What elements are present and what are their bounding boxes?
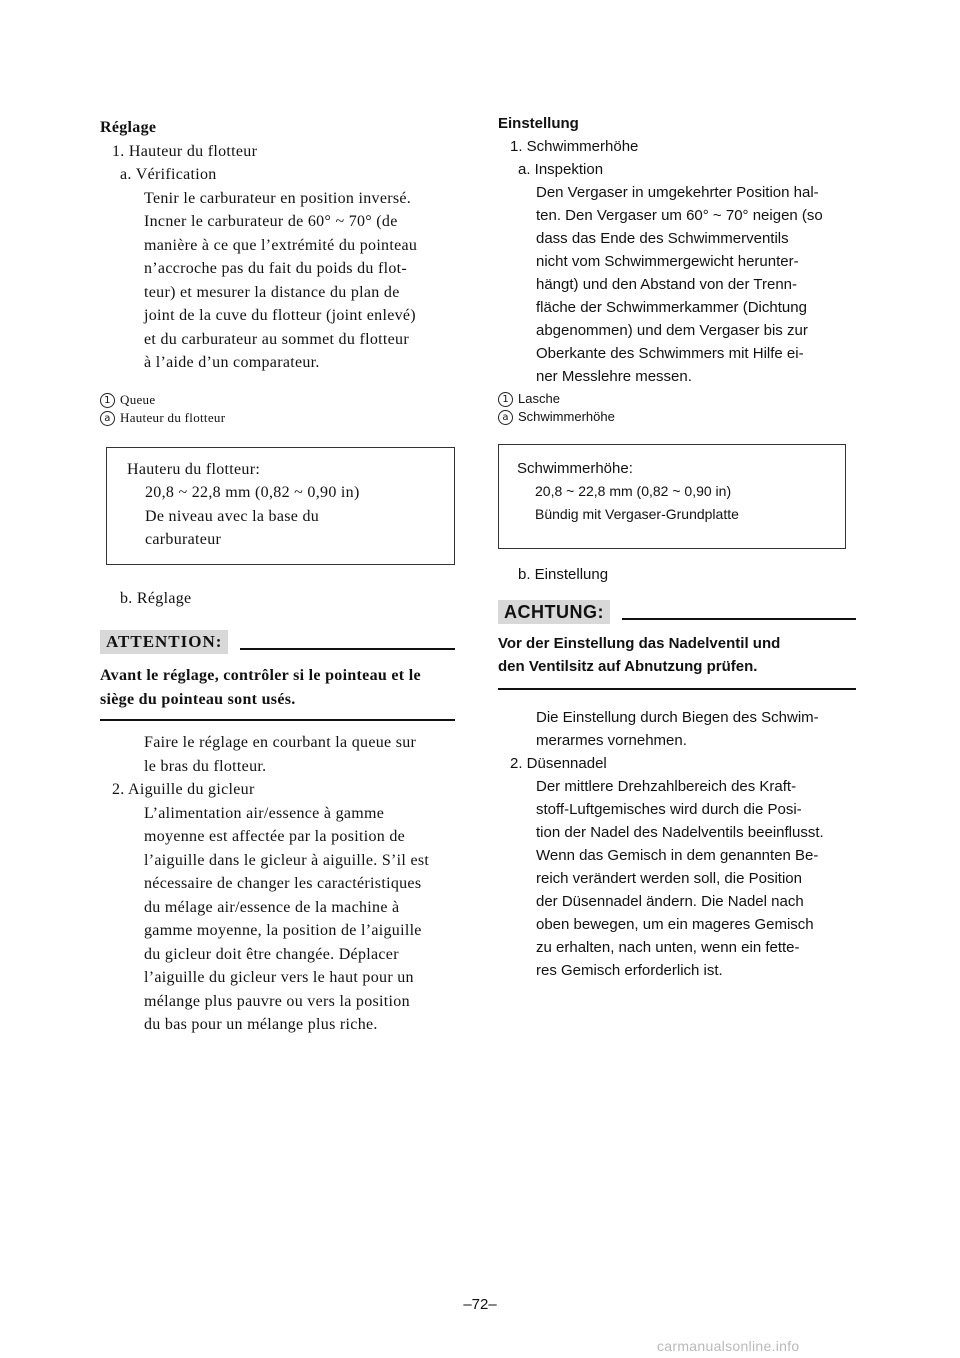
de-adjust-text [498,706,856,752]
fr-legend-item: 1 Queue [100,391,455,409]
de-legend-item: a Schwimmerhöhe [498,408,856,426]
de-figure-legend [498,390,856,426]
fr-step-1-heading: 1. Hauteur du flotteur [112,142,258,160]
fr-inspection-line: teur) et mesurer la distance du plan de [144,283,400,301]
de-legend-item: 1 Lasche [498,390,856,408]
de-inspection-text [498,181,856,388]
fr-inspection-line: manière à ce que l’extrémité du pointeau [144,236,418,254]
de-attention-label: ACHTUNG: [498,600,610,624]
de-inspection-line: Oberkante des Schwimmers mit Hilfe ei- [536,345,804,362]
de-adjust-line: merarmes vornehmen. [536,732,687,749]
de-step-2-heading: 2. Düsennadel [510,755,607,772]
fr-attention-end-rule [100,719,455,721]
fr-step-2-line: moyenne est affectée par la position de [144,828,406,845]
french-column [100,112,455,1037]
fr-substep-b-heading: b. Réglage [120,589,192,607]
de-inspection-line: ner Messlehre messen. [536,368,692,385]
de-step-2-line: stoff-Luftgemisches wird durch die Posi- [536,801,802,818]
de-step-2-line: res Gemisch erforderlich ist. [536,962,723,979]
de-step-2-line: der Düsennadel ändern. Die Nadel nach [536,893,804,910]
fr-spec-title: Hauteru du flotteur: [127,460,261,478]
fr-step-2-line: L’alimentation air/essence à gamme [144,804,385,822]
fr-spec-line: De niveau avec la base du [145,507,320,525]
fr-spec-box [106,447,455,565]
fr-inspection-text [100,187,455,375]
de-section-title: Einstellung [498,115,579,132]
de-inspection-line: fläche der Schwimmerkammer (Dichtung [536,299,807,316]
fr-inspection-line: et du carburateur au sommet du flotteur [144,330,409,348]
de-spec-line: 20,8 ~ 22,8 mm (0,82 ~ 0,90 in) [535,483,732,499]
fr-step-2-text [100,802,455,1037]
fr-inspection-line: n’accroche pas du fait du poids du flot- [144,260,408,277]
fr-adjust-line: le bras du flotteur. [144,757,267,775]
de-attention-header [498,600,856,624]
page-number: –72– [463,1296,497,1313]
fr-section-title: Réglage [100,119,157,136]
de-spec-box [498,444,846,549]
fr-attention-rule [240,648,455,650]
fr-attention-header [100,630,455,654]
fr-step-2-line: gamme moyenne, la position de l’aiguille [144,922,422,939]
fr-step-2-line: l’aiguille du gicleur vers le haut pour un [144,969,414,986]
fr-adjust-line: Faire le réglage en courbant la queue sur [144,734,417,751]
fr-step-2-line: l’aiguille dans le gicleur à aiguille. S’il est [144,851,430,869]
fr-step-2-line: du gicleur doit être changée. Déplacer [144,945,399,963]
de-substep-b-heading: b. Einstellung [518,566,609,583]
fr-inspection-line: Incner le carburateur de 60° ~ 70° (de [144,213,398,230]
german-column [498,112,856,982]
de-attention-text [498,632,856,678]
fr-spec-line: 20,8 ~ 22,8 mm (0,82 ~ 0,90 in) [145,484,360,501]
de-legend-number: 1 [498,392,513,407]
fr-attention-text [100,664,455,711]
fr-step-2-line: mélange plus pauvre ou vers la position [144,992,410,1010]
fr-step-2-line: nécessaire de changer les caractéristiques [144,875,422,892]
fr-step-2-line: du mélage air/essence de la machine à [144,898,400,916]
watermark: carmanualsonline.info [657,1338,800,1354]
de-legend-letter: a [498,410,513,425]
de-step-2-line: Der mittlere Drehzahlbereich des Kraft- [536,778,797,795]
fr-adjust-text [100,731,455,778]
de-step-2-line: Wenn das Gemisch in dem genannten Be- [536,847,819,864]
de-step-2-line: reich verändert werden soll, die Position [536,870,802,887]
de-attention-line: Vor der Einstellung das Nadelventil und [498,635,781,652]
de-step-2-line: oben bewegen, um ein mageres Gemisch [536,916,814,933]
de-attention-rule [622,618,856,620]
fr-inspection-line: Tenir le carburateur en position inversé. [144,189,412,207]
de-substep-a-heading: a. Inspektion [518,161,604,178]
de-inspection-line: ten. Den Vergaser um 60° ~ 70° neigen (so [536,207,823,224]
fr-attention-line: Avant le réglage, contrôler si le pointeau et le [100,667,421,684]
de-spec-line: Bündig mit Vergaser-Grundplatte [535,506,739,522]
fr-legend-number: 1 [100,393,115,408]
fr-spec-line: carburateur [145,531,222,548]
de-adjust-line: Die Einstellung durch Biegen des Schwim- [536,709,819,726]
fr-legend-item: a Hauteur du flotteur [100,409,455,427]
fr-step-2-heading: 2. Aiguille du gicleur [112,781,255,798]
de-step-2-text [498,775,856,982]
de-inspection-line: dass das Ende des Schwimmerventils [536,230,789,247]
de-inspection-line: abgenommen) und dem Vergaser bis zur [536,322,808,339]
fr-step-2-line: du bas pour un mélange plus riche. [144,1016,378,1033]
fr-substep-a-heading: a. Vérification [120,166,217,183]
de-attention-line: den Ventilsitz auf Abnutzung prüfen. [498,658,758,675]
de-step-2-line: zu erhalten, nach unten, wenn ein fette- [536,939,800,956]
fr-legend-letter: a [100,411,115,426]
de-step-2-line: tion der Nadel des Nadelventils beeinflusst. [536,824,824,841]
fr-figure-legend [100,391,455,427]
fr-attention-label: ATTENTION: [100,630,228,654]
de-inspection-line: Den Vergaser in umgekehrter Position hal- [536,184,819,201]
de-step-1-heading: 1. Schwimmerhöhe [510,138,639,155]
de-inspection-line: nicht vom Schwimmergewicht herunter- [536,253,799,270]
de-inspection-line: hängt) und den Abstand von der Trenn- [536,276,798,293]
fr-attention-line: siège du pointeau sont usés. [100,690,296,708]
fr-inspection-line: à l’aide d’un comparateur. [144,354,320,371]
de-attention-end-rule [498,688,856,690]
fr-inspection-line: joint de la cuve du flotteur (joint enlevé) [144,307,416,324]
de-spec-title: Schwimmerhöhe: [517,460,633,477]
